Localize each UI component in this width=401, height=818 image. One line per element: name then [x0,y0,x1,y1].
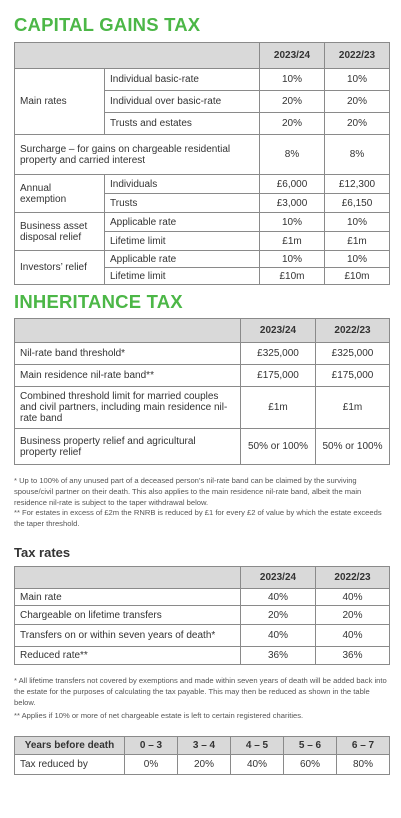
iht-value-2023: £1m [241,387,316,429]
tax-rates-row-label: Reduced rate** [15,647,241,665]
tax-rates-footnote-2: ** Applies if 10% or more of net chargeable estate is left to certain registered charities. [14,711,304,721]
taper-value: 80% [337,755,390,775]
cgt-value-2023: £3,000 [260,194,325,213]
cgt-row-label: Individuals [105,175,260,194]
cgt-row-label: Lifetime limit [105,268,260,285]
taper-value: 40% [231,755,284,775]
iht-row-label: Business property relief and agricultural property relief [15,429,241,465]
tax-rates-value-2023: 40% [241,625,316,647]
iht-year-2: 2022/23 [316,319,390,343]
iht-row [15,343,390,365]
cgt-main-rates-label: Main rates [15,69,105,135]
cgt-main-rate-row [15,69,390,91]
cgt-annual-exemption-label: Annual exemption [15,175,105,213]
cgt-row-label: Individual over basic-rate [105,91,260,113]
tax-rates-title: Tax rates [14,545,71,560]
iht-value-2022: £325,000 [316,343,390,365]
tax-rates-footnotes [14,676,389,722]
cgt-value-2023: £10m [260,268,325,285]
iht-row [15,387,390,429]
iht-footnotes [14,476,389,530]
taper-table [14,736,390,775]
taper-value: 60% [284,755,337,775]
taper-column: 0 – 3 [125,737,178,755]
iht-row-label: Combined threshold limit for married couples and civil partners, including main residence nil-rate band [15,387,241,429]
iht-header-row [15,319,390,343]
iht-value-2023: £175,000 [241,365,316,387]
iht-value-2023: £325,000 [241,343,316,365]
cgt-value-2022: £6,150 [325,194,390,213]
cgt-badr-row [15,213,390,232]
tax-rates-row-label: Main rate [15,589,241,606]
taper-column: 3 – 4 [178,737,231,755]
cgt-value-2023: 10% [260,251,325,268]
cgt-header-row [15,43,390,69]
cgt-value-2022: 10% [325,69,390,91]
taper-column: 4 – 5 [231,737,284,755]
cgt-value-2022: 20% [325,113,390,135]
cgt-row-label: Lifetime limit [105,232,260,251]
tax-rates-value-2022: 20% [316,606,390,625]
tax-rates-value-2022: 36% [316,647,390,665]
iht-value-2022: £175,000 [316,365,390,387]
taper-column: 6 – 7 [337,737,390,755]
cgt-value-2022: £10m [325,268,390,285]
cgt-row-label: Applicable rate [105,213,260,232]
tax-rates-table [14,566,390,665]
tax-rates-row [15,589,390,606]
cgt-badr-label: Business asset disposal relief [15,213,105,251]
cgt-row-label: Trusts [105,194,260,213]
cgt-value-2022: 20% [325,91,390,113]
cgt-title: CAPITAL GAINS TAX [14,14,201,35]
iht-value-2022: £1m [316,387,390,429]
cgt-surcharge-2022: 8% [325,135,390,175]
iht-table [14,318,390,465]
tax-rates-row [15,647,390,665]
cgt-annual-exemption-row [15,175,390,194]
cgt-header-blank [15,43,260,69]
tax-rates-row [15,625,390,647]
cgt-row-label: Individual basic-rate [105,69,260,91]
tax-rates-row-label: Transfers on or within seven years of death* [15,625,241,647]
iht-row [15,429,390,465]
tax-rates-year-2: 2022/23 [316,567,390,589]
iht-row-label: Nil-rate band threshold* [15,343,241,365]
iht-year-1: 2023/24 [241,319,316,343]
cgt-row-label: Trusts and estates [105,113,260,135]
cgt-value-2023: 20% [260,113,325,135]
iht-title: INHERITANCE TAX [14,291,183,312]
taper-header-label: Years before death [15,737,125,755]
tax-rates-footnote-1: * All lifetime transfers not covered by exemptions and made within seven years of death will be added back into the estate for the purposes of calculating the tax payable. This may then be reduced as shown in the table below. [14,676,387,707]
iht-footnote-2: ** For estates in excess of £2m the RNRB is reduced by £1 for every £2 of value by which the estate exceeds the taper threshold. [14,508,382,529]
tax-rates-value-2022: 40% [316,589,390,606]
tax-rates-row [15,606,390,625]
tax-rates-header-row [15,567,390,589]
taper-row-label: Tax reduced by [15,755,125,775]
cgt-investors-relief-label: Investors’ relief [15,251,105,285]
cgt-investors-relief-row [15,251,390,268]
tax-rates-row-label: Chargeable on lifetime transfers [15,606,241,625]
cgt-value-2022: 10% [325,251,390,268]
tax-rates-header-blank [15,567,241,589]
iht-value-2023: 50% or 100% [241,429,316,465]
cgt-value-2023: 10% [260,213,325,232]
cgt-row-label: Applicable rate [105,251,260,268]
cgt-value-2023: £1m [260,232,325,251]
iht-row [15,365,390,387]
cgt-value-2023: 20% [260,91,325,113]
cgt-year-2: 2022/23 [325,43,390,69]
cgt-surcharge-label: Surcharge – for gains on chargeable residential property and carried interest [15,135,260,175]
taper-value: 0% [125,755,178,775]
cgt-year-1: 2023/24 [260,43,325,69]
tax-rates-value-2022: 40% [316,625,390,647]
taper-column: 5 – 6 [284,737,337,755]
taper-value: 20% [178,755,231,775]
iht-header-blank [15,319,241,343]
cgt-surcharge-2023: 8% [260,135,325,175]
cgt-value-2023: £6,000 [260,175,325,194]
cgt-value-2022: £1m [325,232,390,251]
iht-value-2022: 50% or 100% [316,429,390,465]
tax-rates-year-1: 2023/24 [241,567,316,589]
cgt-table [14,42,390,285]
cgt-value-2023: 10% [260,69,325,91]
tax-rates-value-2023: 36% [241,647,316,665]
taper-header-row [15,737,390,755]
cgt-surcharge-row [15,135,390,175]
cgt-value-2022: 10% [325,213,390,232]
tax-rates-value-2023: 20% [241,606,316,625]
tax-rates-value-2023: 40% [241,589,316,606]
iht-row-label: Main residence nil-rate band** [15,365,241,387]
taper-value-row [15,755,390,775]
iht-footnote-1: * Up to 100% of any unused part of a deceased person’s nil-rate band can be claimed by the surviving spouse/civil partner on their death. This also applies to the main residence nil-rate band, albeit the main residence nil-rate is subject to the taper withdrawal below. [14,476,362,507]
cgt-value-2022: £12,300 [325,175,390,194]
